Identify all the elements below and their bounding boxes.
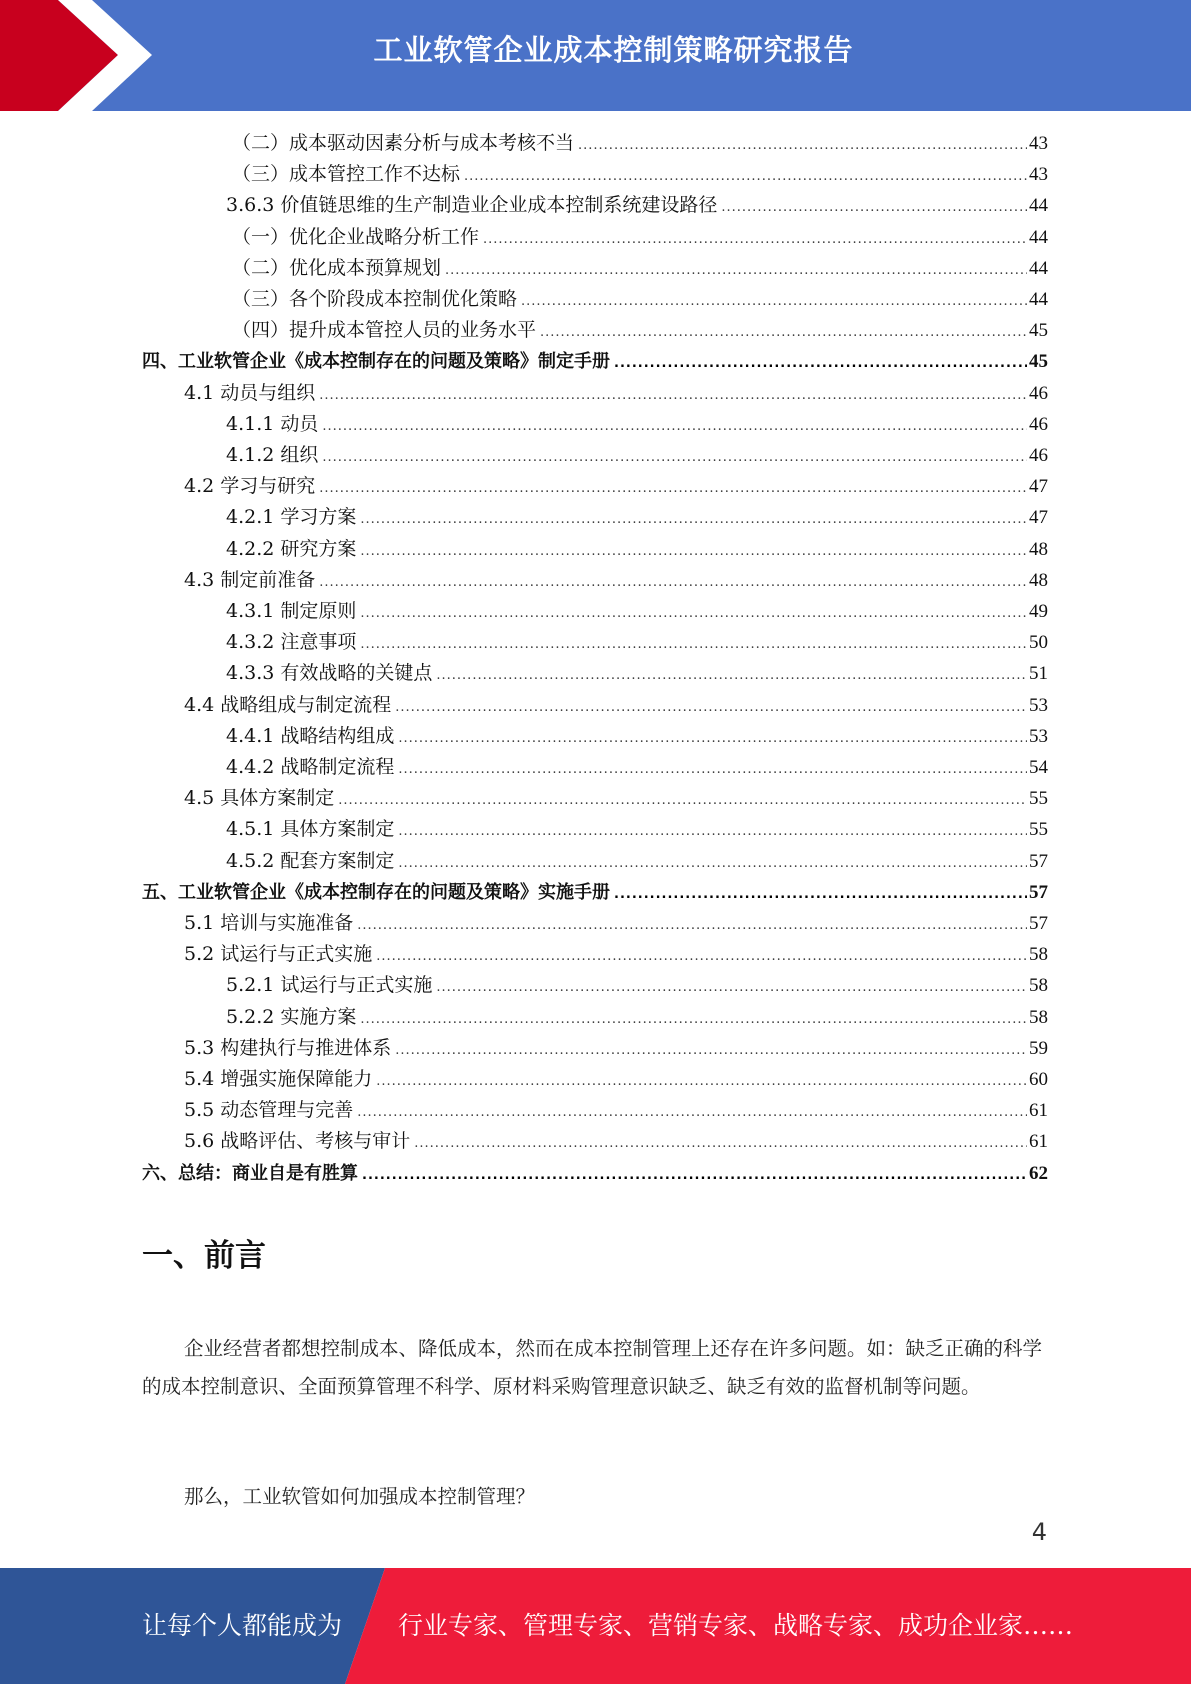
- toc-entry[interactable]: [226, 440, 1048, 471]
- toc-leader-dots: [614, 348, 1027, 379]
- toc-entry[interactable]: [232, 315, 1048, 346]
- toc-entry-label: 5.3 构建执行与推进体系: [184, 1036, 392, 1059]
- toc-entry-page: 57: [1029, 850, 1048, 872]
- page-footer: [0, 1568, 1191, 1684]
- toc-entry-label: 4.1 动员与组织: [184, 381, 316, 404]
- toc-entry-page: 53: [1029, 725, 1048, 747]
- toc-leader-dots: [319, 473, 1027, 504]
- toc-leader-dots: [376, 941, 1027, 972]
- toc-entry-page: 58: [1029, 944, 1048, 966]
- toc-entry[interactable]: [184, 378, 1048, 409]
- toc-leader-dots: [319, 380, 1027, 411]
- toc-entry-page: 58: [1029, 975, 1048, 997]
- toc-entry-page: 61: [1029, 1100, 1048, 1122]
- toc-leader-dots: [357, 910, 1027, 941]
- toc-entry-page: 45: [1029, 351, 1048, 373]
- toc-entry-label: （四）提升成本管控人员的业务水平: [232, 319, 537, 342]
- footer-slogan-left: 让每个人都能成为: [142, 1611, 343, 1640]
- toc-entry-label: 4.1.2 组织: [226, 444, 319, 466]
- toc-entry-label: 五、工业软管企业《成本控制存在的问题及策略》实施手册: [142, 881, 610, 903]
- toc-entry-label: 5.2.1 试运行与正式实施: [226, 974, 433, 997]
- toc-leader-dots: [398, 848, 1027, 879]
- toc-entry-label: 4.5.1 具体方案制定: [226, 818, 395, 841]
- toc-entry[interactable]: [142, 877, 1048, 908]
- toc-leader-dots: [322, 442, 1027, 473]
- toc-entry-page: 43: [1029, 133, 1048, 154]
- toc-entry[interactable]: [184, 1064, 1048, 1095]
- toc-entry-label: 4.2 学习与研究: [184, 475, 316, 498]
- toc-entry[interactable]: [184, 908, 1048, 939]
- toc-entry[interactable]: [184, 1126, 1048, 1157]
- toc-entry-page: 45: [1029, 320, 1048, 342]
- toc-entry[interactable]: [226, 970, 1048, 1001]
- toc-entry[interactable]: [184, 565, 1048, 596]
- toc-entry-page: 50: [1029, 632, 1048, 654]
- toc-entry-label: 5.2.2 实施方案: [226, 1005, 357, 1028]
- toc-entry-page: 43: [1029, 164, 1048, 186]
- toc-entry-page: 55: [1029, 819, 1048, 841]
- toc-leader-dots: [414, 1128, 1027, 1159]
- toc-leader-dots: [436, 660, 1027, 691]
- toc-leader-dots: [445, 255, 1027, 286]
- toc-leader-dots: [483, 224, 1027, 255]
- page-number: 4: [1031, 1518, 1047, 1546]
- toc-entry-label: 4.5.2 配套方案制定: [226, 849, 395, 872]
- toc-leader-dots: [398, 754, 1027, 785]
- toc-leader-dots: [362, 1160, 1027, 1191]
- toc-leader-dots: [376, 1066, 1027, 1097]
- toc-leader-dots: [578, 130, 1027, 161]
- toc-entry-label: （二）优化成本预算规划: [232, 256, 442, 279]
- toc-leader-dots: [721, 192, 1027, 223]
- toc-entry[interactable]: [226, 1002, 1048, 1033]
- toc-entry-page: 46: [1029, 382, 1048, 404]
- toc-entry-page: 47: [1029, 507, 1048, 529]
- toc-entry[interactable]: [232, 222, 1048, 253]
- toc-entry[interactable]: [184, 471, 1048, 502]
- toc-entry[interactable]: [184, 690, 1048, 721]
- question-paragraph: 那么，工业软管如何加强成本控制管理？: [184, 1485, 536, 1508]
- toc-entry-page: 49: [1029, 601, 1048, 622]
- toc-entry-page: 61: [1029, 1131, 1048, 1153]
- toc-entry[interactable]: [184, 939, 1048, 970]
- toc-leader-dots: [357, 1097, 1027, 1128]
- toc-entry[interactable]: [232, 159, 1048, 190]
- toc-entry-label: （三）各个阶段成本控制优化策略: [232, 288, 518, 310]
- toc-entry[interactable]: [226, 846, 1048, 877]
- toc-entry-label: 4.5 具体方案制定: [184, 787, 335, 810]
- toc-entry[interactable]: [232, 253, 1048, 284]
- toc-leader-dots: [360, 1004, 1027, 1035]
- toc-entry[interactable]: [142, 1158, 1048, 1189]
- toc-leader-dots: [395, 1035, 1027, 1066]
- toc-leader-dots: [360, 629, 1027, 660]
- toc-entry-page: 57: [1029, 913, 1048, 934]
- toc-entry[interactable]: [226, 752, 1048, 783]
- section-heading: 一、前言: [142, 1238, 266, 1274]
- toc-entry-page: 51: [1029, 663, 1048, 685]
- toc-entry-page: 46: [1029, 445, 1048, 466]
- toc-entry-label: 4.1.1 动员: [226, 412, 319, 435]
- toc-entry-label: 六、总结：商业自是有胜算: [142, 1162, 358, 1184]
- toc-entry[interactable]: [226, 596, 1048, 627]
- toc-entry-label: 4.4.2 战略制定流程: [226, 756, 395, 778]
- toc-entry-label: （二）成本驱动因素分析与成本考核不当: [232, 132, 575, 154]
- toc-entry[interactable]: [184, 1095, 1048, 1126]
- toc-entry-label: 4.3 制定前准备: [184, 568, 316, 591]
- toc-entry[interactable]: [226, 502, 1048, 533]
- toc-entry-page: 54: [1029, 757, 1048, 778]
- toc-entry-label: 4.2.2 研究方案: [226, 537, 357, 560]
- toc-leader-dots: [360, 598, 1027, 629]
- toc-entry-label: 4.4.1 战略结构组成: [226, 724, 395, 747]
- toc-entry[interactable]: [232, 284, 1048, 315]
- toc-entry-label: 4.2.1 学习方案: [226, 506, 357, 529]
- toc-entry-page: 47: [1029, 476, 1048, 498]
- toc-entry[interactable]: [226, 627, 1048, 658]
- toc-entry-page: 44: [1029, 257, 1048, 279]
- toc-entry-label: 5.1 培训与实施准备: [184, 912, 354, 934]
- toc-entry-page: 55: [1029, 788, 1048, 810]
- toc-leader-dots: [436, 972, 1027, 1003]
- page-header: [0, 0, 1191, 111]
- toc-entry[interactable]: [226, 409, 1048, 440]
- toc-entry-page: 46: [1029, 413, 1048, 435]
- toc-entry-label: 4.3.1 制定原则: [226, 600, 357, 622]
- toc-entry-label: 3.6.3 价值链思维的生产制造业企业成本控制系统建设路径: [226, 194, 718, 217]
- footer-slogan-right: 行业专家、管理专家、营销专家、战略专家、成功企业家……: [398, 1611, 1074, 1640]
- toc-entry-label: 4.3.3 有效战略的关键点: [226, 662, 433, 685]
- toc-entry-label: 5.4 增强实施保障能力: [184, 1068, 373, 1090]
- toc-entry-page: 53: [1029, 694, 1048, 716]
- toc-entry-page: 44: [1029, 289, 1048, 310]
- toc-entry[interactable]: [184, 783, 1048, 814]
- toc-leader-dots: [540, 317, 1027, 348]
- toc-entry-page: 59: [1029, 1037, 1048, 1059]
- toc-entry-page: 44: [1029, 226, 1048, 248]
- toc-entry-page: 44: [1029, 195, 1048, 217]
- toc-entry-label: （一）优化企业战略分析工作: [232, 225, 480, 248]
- toc-entry-label: 4.3.2 注意事项: [226, 631, 357, 654]
- toc-entry-label: 5.5 动态管理与完善: [184, 1099, 354, 1122]
- toc-entry[interactable]: [226, 190, 1048, 221]
- toc-leader-dots: [398, 816, 1027, 847]
- toc-entry-label: 5.6 战略评估、考核与审计: [184, 1130, 411, 1153]
- toc-leader-dots: [521, 286, 1027, 317]
- document-title: 工业软管企业成本控制策略研究报告: [373, 33, 854, 67]
- toc-entry-label: 四、工业软管企业《成本控制存在的问题及策略》制定手册: [142, 351, 610, 373]
- toc-leader-dots: [319, 567, 1027, 598]
- toc-entry[interactable]: [226, 814, 1048, 845]
- toc-leader-dots: [395, 692, 1027, 723]
- toc-leader-dots: [322, 411, 1027, 442]
- toc-leader-dots: [614, 879, 1027, 910]
- toc-leader-dots: [398, 723, 1027, 754]
- toc-entry-page: 62: [1029, 1162, 1048, 1184]
- toc-leader-dots: [360, 504, 1027, 535]
- toc-entry-page: 48: [1029, 538, 1048, 560]
- toc-entry[interactable]: [226, 658, 1048, 689]
- toc-entry-label: 4.4 战略组成与制定流程: [184, 693, 392, 716]
- toc-entry[interactable]: [232, 128, 1048, 159]
- toc-entry[interactable]: [226, 534, 1048, 565]
- toc-leader-dots: [338, 785, 1027, 816]
- toc-leader-dots: [360, 536, 1027, 567]
- toc-entry-page: 57: [1029, 881, 1048, 903]
- toc-entry[interactable]: [184, 1033, 1048, 1064]
- toc-entry-label: （三）成本管控工作不达标: [232, 163, 461, 186]
- toc-entry[interactable]: [142, 346, 1048, 377]
- toc-entry-page: 60: [1029, 1069, 1048, 1090]
- toc-entry-page: 48: [1029, 569, 1048, 591]
- toc-leader-dots: [464, 161, 1027, 192]
- toc-entry-label: 5.2 试运行与正式实施: [184, 943, 373, 966]
- toc-entry-page: 58: [1029, 1006, 1048, 1028]
- intro-paragraph: 企业经营者都想控制成本、降低成本，然而在成本控制管理上还存在许多问题。如：缺乏正确的科学的成本控制意识、全面预算管理不科学、原材料采购管理意识缺乏、缺乏有效的监督机制等问题。: [142, 1337, 1043, 1398]
- toc-entry[interactable]: [226, 721, 1048, 752]
